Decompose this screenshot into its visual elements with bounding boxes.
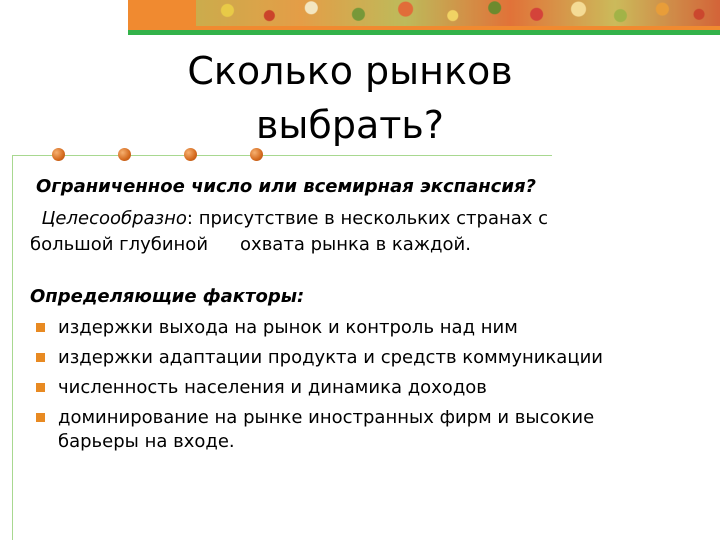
list-item-text: численность населения и динамика доходов [58,377,487,398]
factors-heading [30,284,304,310]
decor-dot-1 [52,148,65,161]
factors-heading-text: Определяющие факторы [30,286,297,307]
list-item [36,376,676,400]
slide-title [100,44,600,152]
left-rule [12,155,13,540]
factors-list [36,316,676,460]
bullet-square-icon [36,353,45,362]
bullet-square-icon [36,413,45,422]
list-item [36,316,676,340]
factors-heading-colon: : [297,286,305,307]
slide-title-line2: выбрать? [256,103,444,147]
advisable-label: Целесообразно [41,208,187,229]
advisable-paragraph [30,206,690,258]
slide-title-line1: Сколько рынков [187,49,513,93]
question-text: Ограниченное число или всемирная экспансия? [36,176,536,197]
flower-image-strip [196,0,720,26]
list-item [36,346,676,370]
advisable-text-1: : присутствие в нескольких странах с [186,208,549,229]
advisable-text-2b: охвата рынка в каждой. [240,234,471,255]
bullet-square-icon [36,383,45,392]
advisable-text-2a: большой глубиной [30,234,209,255]
list-item [36,406,676,454]
header-green-stripe [128,30,720,35]
list-item-text: доминирование на рынке иностранных фирм и высокие барьеры на входе. [58,407,595,452]
title-underline [12,155,552,156]
list-item-text: издержки выхода на рынок и контроль над ним [58,317,518,338]
list-item-text: издержки адаптации продукта и средств коммуникации [58,347,603,368]
bullet-square-icon [36,323,45,332]
